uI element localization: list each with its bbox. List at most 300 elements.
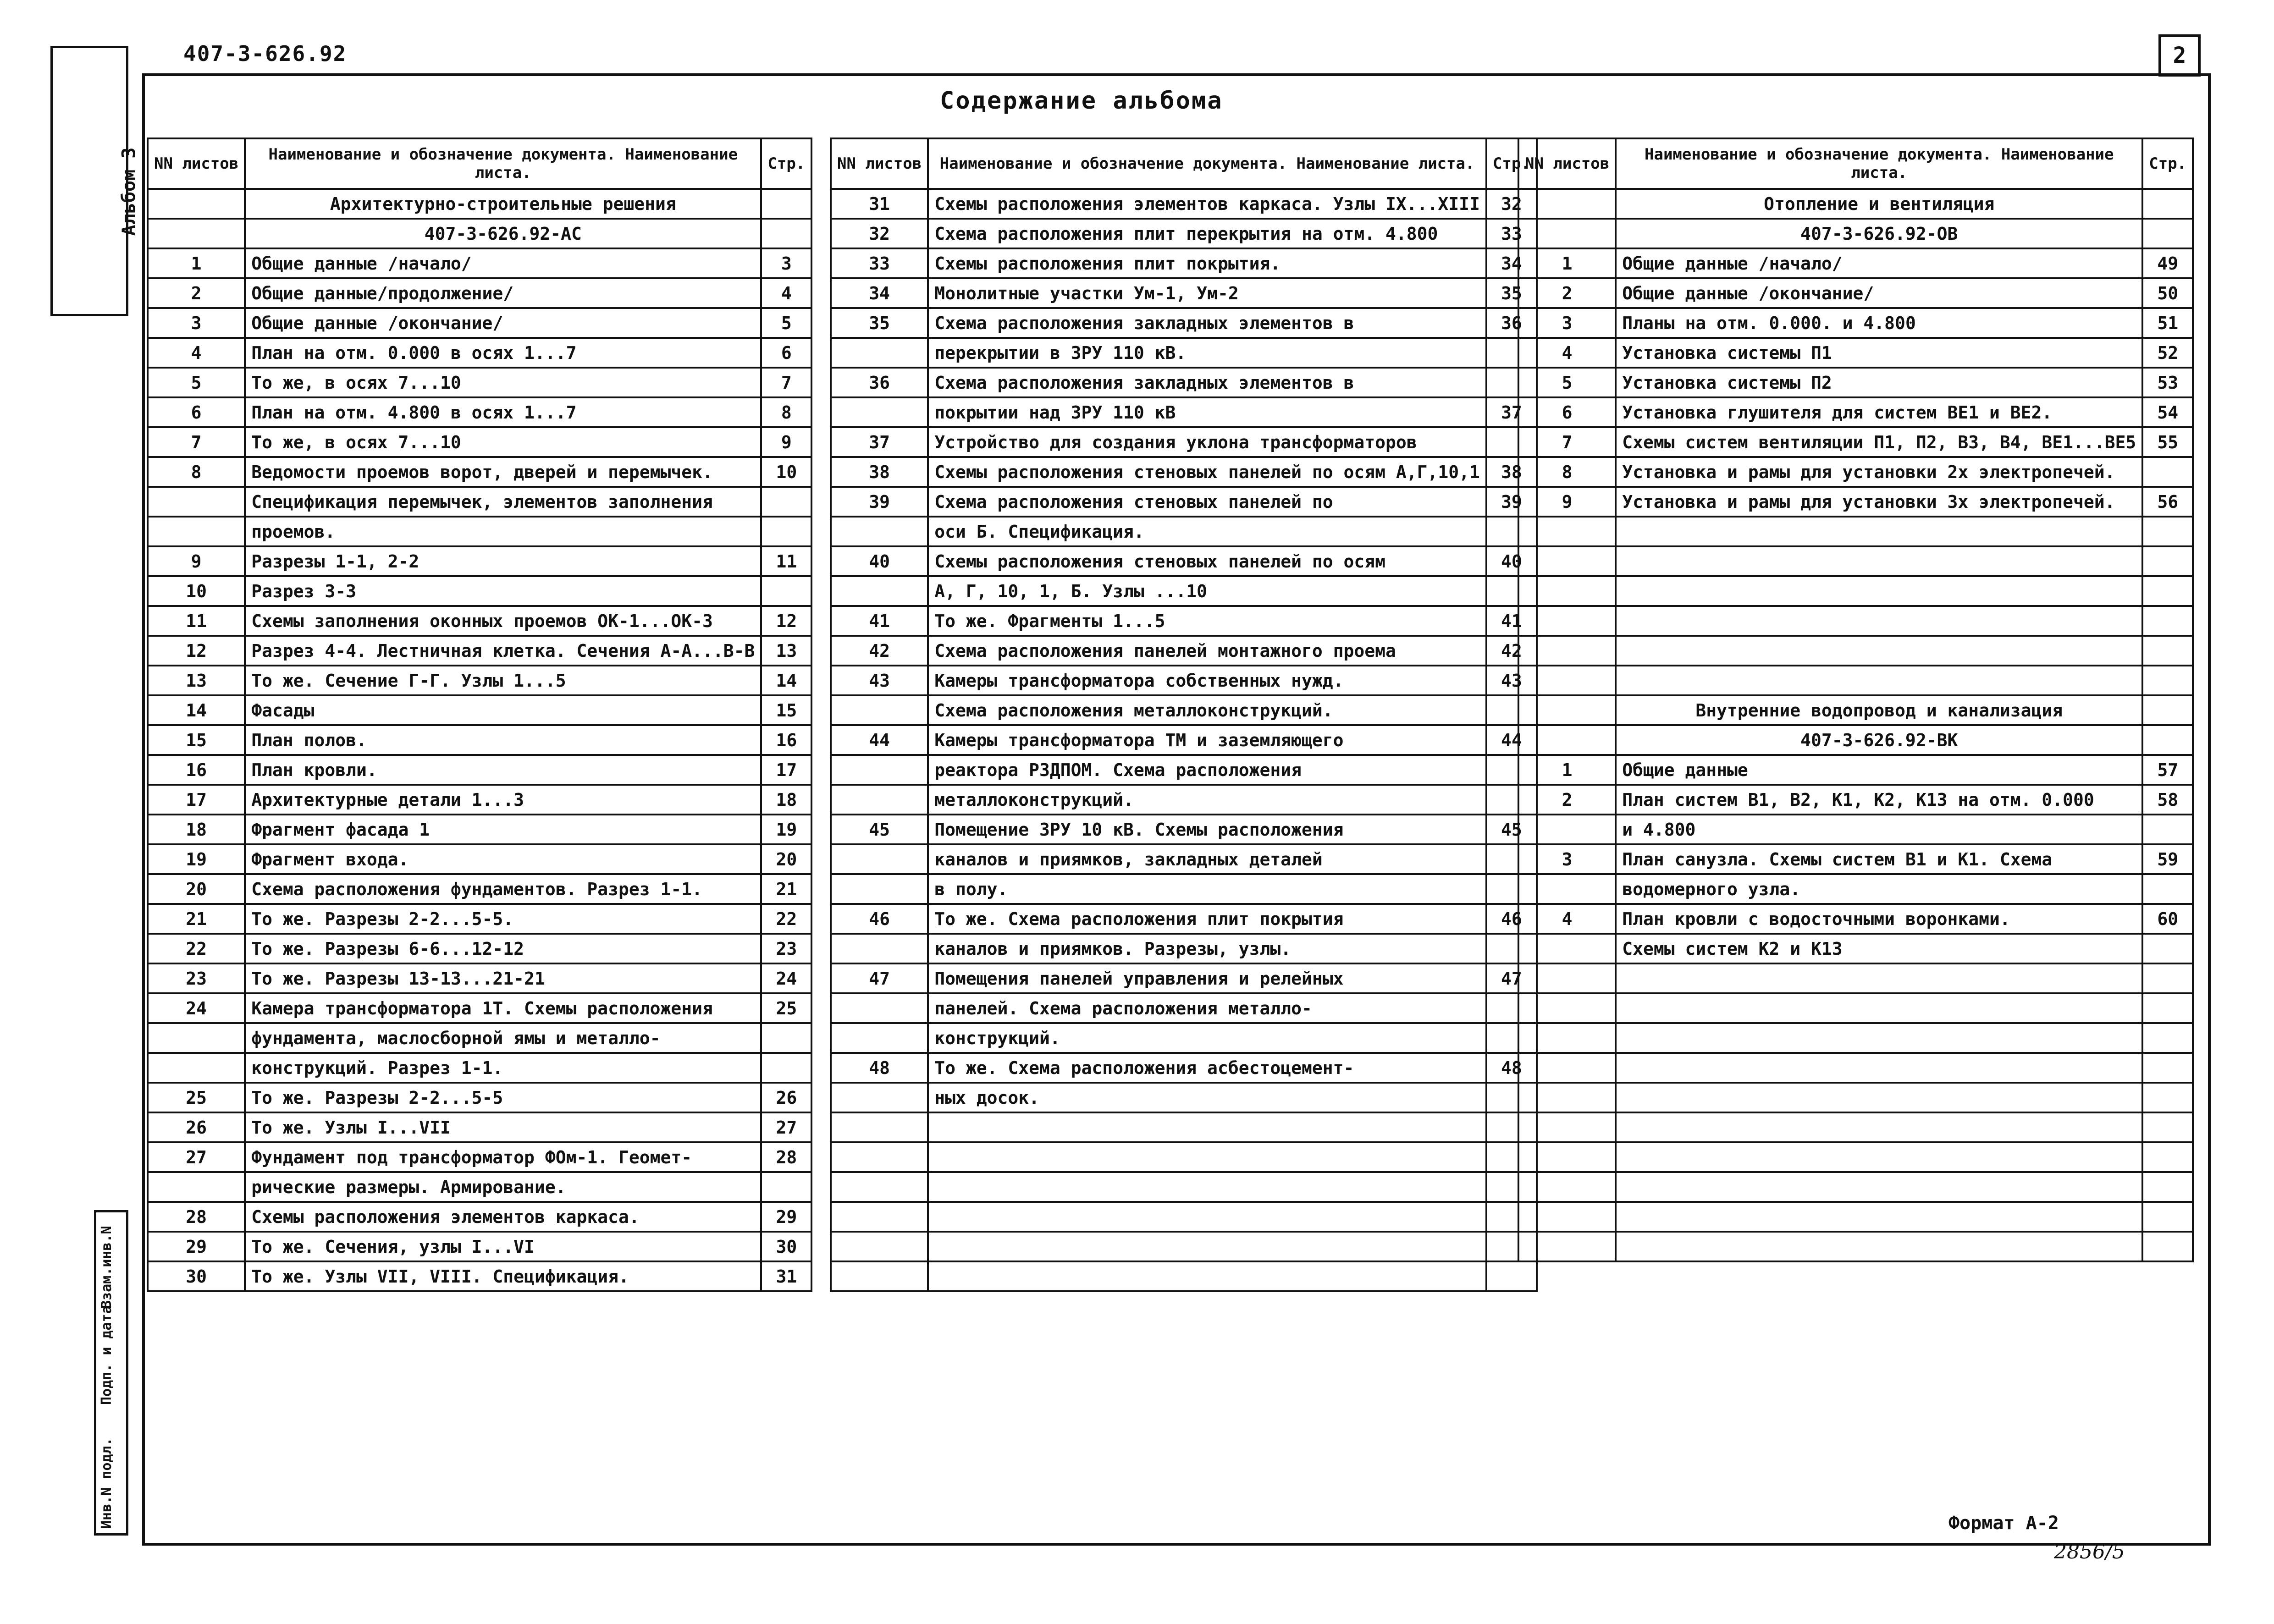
row-number xyxy=(148,189,245,219)
row-title: То же, в осях 7...10 xyxy=(245,427,761,457)
table-row xyxy=(148,904,811,934)
row-number: 42 xyxy=(831,636,928,666)
col-page-header: Стр. xyxy=(761,138,811,189)
row-number xyxy=(1518,1202,1616,1232)
row-title: То же. Фрагменты 1...5 xyxy=(928,606,1486,636)
row-title: перекрытии в ЗРУ 110 кВ. xyxy=(928,338,1486,368)
table-row xyxy=(1518,785,2193,815)
table-row xyxy=(1518,457,2193,487)
row-number: 5 xyxy=(1518,368,1616,397)
row-number: 35 xyxy=(831,308,928,338)
row-title: Схемы систем вентиляции П1, П2, В3, В4, ВЕ1...ВЕ5 xyxy=(1616,427,2142,457)
row-title xyxy=(1616,636,2142,666)
row-number xyxy=(831,1023,928,1053)
row-title: Схема расположения плит перекрытия на отм. 4.800 xyxy=(928,219,1486,248)
row-page xyxy=(2142,1142,2193,1172)
row-title: Камеры трансформатора ТМ и заземляющего xyxy=(928,725,1486,755)
row-number xyxy=(1518,1112,1616,1142)
empty-row xyxy=(1518,606,2193,636)
row-title: проемов. xyxy=(245,517,761,546)
row-page xyxy=(761,1053,811,1083)
table-row xyxy=(148,815,811,844)
row-page xyxy=(761,576,811,606)
row-number: 34 xyxy=(831,278,928,308)
row-number: 45 xyxy=(831,815,928,844)
row-page: 5 xyxy=(761,308,811,338)
row-number: 22 xyxy=(148,934,245,963)
row-page: 48 xyxy=(1486,1053,1537,1083)
row-page xyxy=(2142,1232,2193,1261)
row-number xyxy=(1518,1232,1616,1261)
row-title xyxy=(1616,606,2142,636)
row-title: водомерного узла. xyxy=(1616,874,2142,904)
table-row xyxy=(831,636,1537,666)
row-title xyxy=(1616,1232,2142,1261)
row-title: Фундамент под трансформатор ФОм-1. Геомет- xyxy=(245,1142,761,1172)
section-code: 407-3-626.92-АС xyxy=(245,219,761,248)
handwritten-number: 2856/5 xyxy=(2054,1540,2125,1563)
row-title: Разрез 4-4. Лестничная клетка. Сечения А-А...В-В xyxy=(245,636,761,666)
row-page: 60 xyxy=(2142,904,2193,934)
row-title: Разрез 3-3 xyxy=(245,576,761,606)
row-page: 24 xyxy=(761,963,811,993)
row-page xyxy=(2142,1023,2193,1053)
section-code: 407-3-626.92-ОВ xyxy=(1616,219,2142,248)
stamp-strip-label-1: Подп. и дата xyxy=(99,1305,115,1405)
row-title: Общие данные/продолжение/ xyxy=(245,278,761,308)
empty-row xyxy=(831,1172,1537,1202)
empty-row xyxy=(1518,1142,2193,1172)
row-title: То же. Сечение Г-Г. Узлы 1...5 xyxy=(245,666,761,695)
table-row xyxy=(831,815,1537,844)
row-page xyxy=(2142,576,2193,606)
row-title: фундамента, маслосборной ямы и металло- xyxy=(245,1023,761,1053)
row-number xyxy=(1518,993,1616,1023)
row-number: 4 xyxy=(1518,338,1616,368)
row-page: 13 xyxy=(761,636,811,666)
row-page xyxy=(761,219,811,248)
row-number xyxy=(148,219,245,248)
row-number: 26 xyxy=(148,1112,245,1142)
row-page: 52 xyxy=(2142,338,2193,368)
row-page xyxy=(761,1023,811,1053)
row-title: Общие данные /начало/ xyxy=(245,248,761,278)
row-title: Схема расположения закладных элементов в xyxy=(928,308,1486,338)
table-row xyxy=(148,427,811,457)
empty-row xyxy=(1518,666,2193,695)
row-page: 35 xyxy=(1486,278,1537,308)
empty-row xyxy=(1518,1202,2193,1232)
row-title: Монолитные участки Ум-1, Ум-2 xyxy=(928,278,1486,308)
row-page xyxy=(2142,546,2193,576)
row-title xyxy=(1616,1053,2142,1083)
row-number xyxy=(831,1232,928,1261)
table-row xyxy=(831,904,1537,934)
row-page xyxy=(2142,1083,2193,1112)
row-number: 1 xyxy=(1518,755,1616,785)
stamp-strip-label-0: Инв.N подл. xyxy=(99,1437,115,1529)
table-row xyxy=(148,338,811,368)
row-number xyxy=(1518,219,1616,248)
empty-row xyxy=(1518,1053,2193,1083)
table-row xyxy=(148,695,811,725)
row-title: То же, в осях 7...10 xyxy=(245,368,761,397)
format-label: Формат А-2 xyxy=(1948,1513,2059,1534)
empty-row xyxy=(1518,546,2193,576)
row-number: 37 xyxy=(831,427,928,457)
table-row xyxy=(148,1112,811,1142)
row-number: 4 xyxy=(148,338,245,368)
stamp-strip-label-2: Взам.инв.N xyxy=(99,1226,115,1309)
row-number: 41 xyxy=(831,606,928,636)
row-number: 39 xyxy=(831,487,928,517)
row-title xyxy=(1616,993,2142,1023)
row-page: 6 xyxy=(761,338,811,368)
table-row xyxy=(831,874,1537,904)
table-row xyxy=(1518,368,2193,397)
row-page: 43 xyxy=(1486,666,1537,695)
table-row xyxy=(148,725,811,755)
row-number xyxy=(831,1142,928,1172)
row-page xyxy=(761,1172,811,1202)
row-title: То же. Схема расположения плит покрытия xyxy=(928,904,1486,934)
table-row xyxy=(1518,308,2193,338)
row-number xyxy=(1518,934,1616,963)
section-row xyxy=(1518,695,2193,725)
row-title: панелей. Схема расположения металло- xyxy=(928,993,1486,1023)
row-number: 28 xyxy=(148,1202,245,1232)
section-row xyxy=(1518,189,2193,219)
row-title xyxy=(1616,1023,2142,1053)
contents-table-1 xyxy=(147,138,812,1292)
row-page: 42 xyxy=(1486,636,1537,666)
row-number: 38 xyxy=(831,457,928,487)
table-row xyxy=(831,963,1537,993)
stamp-strip xyxy=(94,1210,128,1536)
row-title: Камера трансформатора 1Т. Схемы расположения xyxy=(245,993,761,1023)
row-page xyxy=(761,487,811,517)
row-page xyxy=(1486,1261,1537,1291)
row-title: Камеры трансформатора собственных нужд. xyxy=(928,666,1486,695)
row-number: 3 xyxy=(1518,844,1616,874)
row-number: 6 xyxy=(148,397,245,427)
row-title: конструкций. Разрез 1-1. xyxy=(245,1053,761,1083)
row-title: Установка системы П2 xyxy=(1616,368,2142,397)
table-row xyxy=(831,546,1537,576)
row-number xyxy=(831,934,928,963)
row-page: 15 xyxy=(761,695,811,725)
row-number xyxy=(1518,606,1616,636)
row-page: 37 xyxy=(1486,397,1537,427)
row-title xyxy=(1616,1083,2142,1112)
row-number: 29 xyxy=(148,1232,245,1261)
row-number: 23 xyxy=(148,963,245,993)
table-row xyxy=(831,1083,1537,1112)
row-title: То же. Разрезы 6-6...12-12 xyxy=(245,934,761,963)
row-title xyxy=(1616,576,2142,606)
row-number xyxy=(831,576,928,606)
table-row xyxy=(148,517,811,546)
row-page xyxy=(2142,695,2193,725)
col-name-header: Наименование и обозначение документа. Наименование листа. xyxy=(928,138,1486,189)
row-title: Помещения панелей управления и релейных xyxy=(928,963,1486,993)
empty-row xyxy=(831,1202,1537,1232)
row-number xyxy=(1518,1142,1616,1172)
table-row xyxy=(831,993,1537,1023)
row-number: 14 xyxy=(148,695,245,725)
row-number xyxy=(1518,576,1616,606)
row-page: 8 xyxy=(761,397,811,427)
row-number: 48 xyxy=(831,1053,928,1083)
table-row xyxy=(831,338,1537,368)
row-title: Схемы расположения плит покрытия. xyxy=(928,248,1486,278)
table-row xyxy=(1518,278,2193,308)
row-number xyxy=(1518,1053,1616,1083)
row-title xyxy=(1616,1172,2142,1202)
section-row xyxy=(148,189,811,219)
row-title xyxy=(1616,963,2142,993)
table-row xyxy=(148,606,811,636)
table-row xyxy=(148,1202,811,1232)
row-title: План кровли. xyxy=(245,755,761,785)
row-number: 16 xyxy=(148,755,245,785)
row-number: 6 xyxy=(1518,397,1616,427)
row-page: 41 xyxy=(1486,606,1537,636)
row-number: 9 xyxy=(148,546,245,576)
table-row xyxy=(1518,934,2193,963)
row-title: Архитектурные детали 1...3 xyxy=(245,785,761,815)
table-row xyxy=(148,457,811,487)
table-row xyxy=(831,189,1537,219)
table-row xyxy=(831,278,1537,308)
row-title xyxy=(1616,517,2142,546)
row-title: конструкций. xyxy=(928,1023,1486,1053)
row-number xyxy=(831,397,928,427)
row-number: 27 xyxy=(148,1142,245,1172)
row-number: 36 xyxy=(831,368,928,397)
row-number: 24 xyxy=(148,993,245,1023)
row-title xyxy=(928,1172,1486,1202)
empty-row xyxy=(831,1261,1537,1291)
row-page: 39 xyxy=(1486,487,1537,517)
row-page: 21 xyxy=(761,874,811,904)
row-page: 29 xyxy=(761,1202,811,1232)
table-row xyxy=(148,576,811,606)
table-row xyxy=(831,427,1537,457)
table-row xyxy=(148,308,811,338)
table-row xyxy=(1518,248,2193,278)
table-row xyxy=(148,1023,811,1053)
row-page: 32 xyxy=(1486,189,1537,219)
row-page: 33 xyxy=(1486,219,1537,248)
contents-table-3 xyxy=(1518,138,2194,1262)
row-title: Фасады xyxy=(245,695,761,725)
table-row xyxy=(831,606,1537,636)
row-number xyxy=(1518,815,1616,844)
table-row xyxy=(831,576,1537,606)
row-page: 16 xyxy=(761,725,811,755)
table-row xyxy=(148,487,811,517)
empty-row xyxy=(1518,636,2193,666)
table-row xyxy=(831,457,1537,487)
row-number: 7 xyxy=(1518,427,1616,457)
row-title: То же. Узлы VII, VIII. Спецификация. xyxy=(245,1261,761,1291)
table-row xyxy=(1518,755,2193,785)
row-number: 44 xyxy=(831,725,928,755)
row-title: План кровли с водосточными воронками. xyxy=(1616,904,2142,934)
table-row xyxy=(148,1053,811,1083)
col-name-header: Наименование и обозначение документа. Наименование листа. xyxy=(1616,138,2142,189)
row-title: металлоконструкций. xyxy=(928,785,1486,815)
row-title xyxy=(1616,666,2142,695)
row-page: 38 xyxy=(1486,457,1537,487)
table-row xyxy=(831,397,1537,427)
row-number xyxy=(831,844,928,874)
row-page: 36 xyxy=(1486,308,1537,338)
row-page: 20 xyxy=(761,844,811,874)
row-page: 54 xyxy=(2142,397,2193,427)
row-title: Схемы расположения элементов каркаса. Узлы IX...XIII xyxy=(928,189,1486,219)
table-row xyxy=(148,397,811,427)
row-number: 1 xyxy=(148,248,245,278)
row-title: То же. Узлы I...VII xyxy=(245,1112,761,1142)
table-row xyxy=(831,368,1537,397)
table-row xyxy=(148,874,811,904)
page-number: 2 xyxy=(2158,34,2201,77)
row-page: 4 xyxy=(761,278,811,308)
table-row xyxy=(148,1083,811,1112)
table-row xyxy=(1518,844,2193,874)
row-title: Спецификация перемычек, элементов заполнения xyxy=(245,487,761,517)
row-title: Установка глушителя для систем ВЕ1 и ВЕ2. xyxy=(1616,397,2142,427)
table-row xyxy=(148,666,811,695)
contents-table-2 xyxy=(830,138,1538,1292)
row-number xyxy=(1518,517,1616,546)
table-row xyxy=(148,278,811,308)
row-page xyxy=(2142,517,2193,546)
row-page xyxy=(2142,993,2193,1023)
row-title: Схемы расположения стеновых панелей по осям xyxy=(928,546,1486,576)
row-title: Общие данные /окончание/ xyxy=(1616,278,2142,308)
row-title xyxy=(928,1261,1486,1291)
side-plate xyxy=(50,46,140,316)
row-page: 53 xyxy=(2142,368,2193,397)
table-row xyxy=(148,368,811,397)
row-page: 30 xyxy=(761,1232,811,1261)
row-number xyxy=(148,487,245,517)
row-number: 11 xyxy=(148,606,245,636)
row-number: 21 xyxy=(148,904,245,934)
row-title xyxy=(928,1142,1486,1172)
col-num-header: NN листов xyxy=(831,138,928,189)
row-number xyxy=(831,517,928,546)
table-row xyxy=(831,666,1537,695)
empty-row xyxy=(1518,1172,2193,1202)
row-page: 26 xyxy=(761,1083,811,1112)
row-number xyxy=(1518,725,1616,755)
row-title: оси Б. Спецификация. xyxy=(928,517,1486,546)
row-page xyxy=(2142,457,2193,487)
row-title xyxy=(1616,1142,2142,1172)
section-row xyxy=(1518,219,2193,248)
row-title: Установка и рамы для установки 2х электропечей. xyxy=(1616,457,2142,487)
row-title: Фрагмент фасада 1 xyxy=(245,815,761,844)
row-number: 33 xyxy=(831,248,928,278)
row-page xyxy=(2142,219,2193,248)
row-title: рические размеры. Армирование. xyxy=(245,1172,761,1202)
empty-row xyxy=(1518,576,2193,606)
section-title: Внутренние водопровод и канализация xyxy=(1616,695,2142,725)
row-page: 59 xyxy=(2142,844,2193,874)
row-number: 32 xyxy=(831,219,928,248)
row-title: Установка и рамы для установки 3х электропечей. xyxy=(1616,487,2142,517)
table-row xyxy=(148,844,811,874)
row-number: 12 xyxy=(148,636,245,666)
row-number xyxy=(1518,695,1616,725)
row-title: Схемы расположения стеновых панелей по осям А,Г,10,1 xyxy=(928,457,1486,487)
table-row xyxy=(148,636,811,666)
row-title: Схема расположения стеновых панелей по xyxy=(928,487,1486,517)
row-number xyxy=(148,517,245,546)
col-page-header: Стр. xyxy=(2142,138,2193,189)
row-number: 9 xyxy=(1518,487,1616,517)
table-row xyxy=(148,963,811,993)
row-title: План санузла. Схемы систем В1 и К1. Схема xyxy=(1616,844,2142,874)
row-page: 56 xyxy=(2142,487,2193,517)
table-row xyxy=(148,1142,811,1172)
row-number: 43 xyxy=(831,666,928,695)
row-number xyxy=(1518,1083,1616,1112)
table-row xyxy=(148,993,811,1023)
row-page: 57 xyxy=(2142,755,2193,785)
table-row xyxy=(831,844,1537,874)
table-row xyxy=(831,1053,1537,1083)
row-number xyxy=(831,1261,928,1291)
row-page xyxy=(2142,1202,2193,1232)
col-name-header: Наименование и обозначение документа. Наименование листа. xyxy=(245,138,761,189)
row-number: 2 xyxy=(1518,278,1616,308)
row-number xyxy=(148,1053,245,1083)
table-row xyxy=(1518,338,2193,368)
row-page: 44 xyxy=(1486,725,1537,755)
table-row xyxy=(148,1261,811,1291)
row-page: 10 xyxy=(761,457,811,487)
row-title xyxy=(1616,1112,2142,1142)
row-title: То же. Схема расположения асбестоцемент- xyxy=(928,1053,1486,1083)
row-title: реактора РЗДПОМ. Схема расположения xyxy=(928,755,1486,785)
section-title: Отопление и вентиляция xyxy=(1616,189,2142,219)
row-number: 2 xyxy=(148,278,245,308)
row-number: 15 xyxy=(148,725,245,755)
section-row xyxy=(1518,725,2193,755)
row-number xyxy=(1518,189,1616,219)
row-page: 22 xyxy=(761,904,811,934)
table-row xyxy=(831,934,1537,963)
row-page: 7 xyxy=(761,368,811,397)
row-number xyxy=(831,1083,928,1112)
row-number: 2 xyxy=(1518,785,1616,815)
row-page: 49 xyxy=(2142,248,2193,278)
row-number: 40 xyxy=(831,546,928,576)
row-title: каналов и приямков. Разрезы, узлы. xyxy=(928,934,1486,963)
table-row xyxy=(831,785,1537,815)
row-number: 1 xyxy=(1518,248,1616,278)
row-title: покрытии над ЗРУ 110 кВ xyxy=(928,397,1486,427)
row-title: План на отм. 0.000 в осях 1...7 xyxy=(245,338,761,368)
row-number xyxy=(831,755,928,785)
row-number: 46 xyxy=(831,904,928,934)
table-row xyxy=(148,248,811,278)
